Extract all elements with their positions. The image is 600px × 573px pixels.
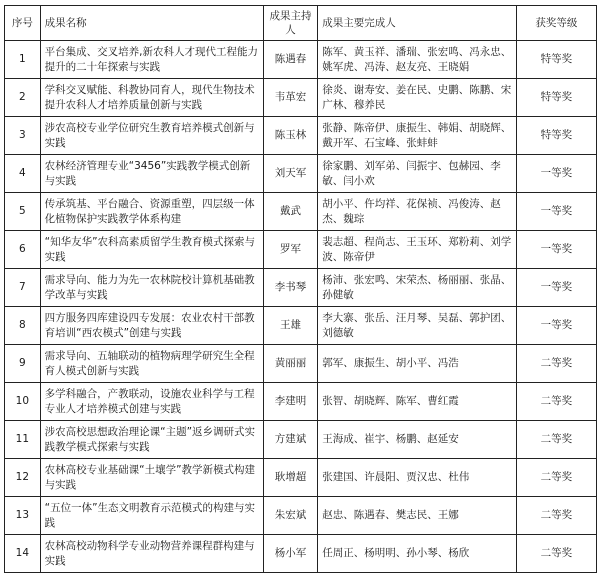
header-no: 序号 xyxy=(5,6,41,41)
row-name: 传承筑基、平台融合、资源重塑，四层级一体化植物保护实践教学体系构建 xyxy=(40,193,263,231)
row-host: 方建斌 xyxy=(263,421,318,459)
row-members: 郭军、康振生、胡小平、冯浩 xyxy=(318,345,516,383)
row-name: 四方服务四库建设四专发展：农业农村干部教育培训“西农模式”创建与实践 xyxy=(40,307,263,345)
row-award: 二等奖 xyxy=(516,383,596,421)
row-award: 特等奖 xyxy=(516,79,596,117)
row-members: 王海成、崔宇、杨鹏、赵延安 xyxy=(318,421,516,459)
table-row xyxy=(5,79,597,117)
table-row xyxy=(5,497,597,535)
row-no: 1 xyxy=(5,41,41,79)
row-award: 二等奖 xyxy=(516,421,596,459)
row-host: 王雄 xyxy=(263,307,318,345)
row-no: 12 xyxy=(5,459,41,497)
row-name: 农林高校专业基础课“土壤学”教学新模式构建与实践 xyxy=(40,459,263,497)
row-host: 戴武 xyxy=(263,193,318,231)
row-no: 14 xyxy=(5,535,41,573)
row-award: 二等奖 xyxy=(516,345,596,383)
row-award: 特等奖 xyxy=(516,41,596,79)
row-members: 裴志超、程尚志、王玉环、郑粉莉、刘学波、陈帝伊 xyxy=(318,231,516,269)
table-row xyxy=(5,383,597,421)
table-row xyxy=(5,193,597,231)
row-award: 一等奖 xyxy=(516,193,596,231)
header-host: 成果主持人 xyxy=(263,6,318,41)
row-no: 11 xyxy=(5,421,41,459)
row-host: 刘天军 xyxy=(263,155,318,193)
row-name: 需求导向、能力为先一农林院校计算机基础教学改革与实践 xyxy=(40,269,263,307)
row-members: 赵忠、陈遇春、樊志民、王娜 xyxy=(318,497,516,535)
row-members: 张智、胡晓辉、陈军、曹红霞 xyxy=(318,383,516,421)
table-row xyxy=(5,459,597,497)
row-host: 朱宏斌 xyxy=(263,497,318,535)
row-award: 一等奖 xyxy=(516,231,596,269)
header-award: 获奖等级 xyxy=(516,6,596,41)
row-name: “知华友华”农科高素质留学生教育模式探索与实践 xyxy=(40,231,263,269)
row-award: 二等奖 xyxy=(516,497,596,535)
table-row xyxy=(5,269,597,307)
table-header-row xyxy=(5,6,597,41)
row-no: 9 xyxy=(5,345,41,383)
awards-table xyxy=(4,5,597,573)
row-members: 任周正、杨明明、孙小琴、杨欣 xyxy=(318,535,516,573)
row-members: 张建国、许晨阳、贾汉忠、杜伟 xyxy=(318,459,516,497)
row-members: 胡小平、仵均祥、花保祯、冯俊涛、赵杰、魏琮 xyxy=(318,193,516,231)
row-host: 罗军 xyxy=(263,231,318,269)
row-host: 耿增超 xyxy=(263,459,318,497)
row-members: 张静、陈帝伊、康振生、韩娟、胡晓辉、戴开军、石宝峰、张蚌蚌 xyxy=(318,117,516,155)
header-members: 成果主要完成人 xyxy=(318,6,516,41)
row-no: 3 xyxy=(5,117,41,155)
header-name: 成果名称 xyxy=(40,6,263,41)
row-no: 8 xyxy=(5,307,41,345)
table-row xyxy=(5,117,597,155)
row-name: 学科交叉赋能、科教协同育人，现代生物技术提升农科人才培养质量创新与实践 xyxy=(40,79,263,117)
row-no: 2 xyxy=(5,79,41,117)
row-host: 李建明 xyxy=(263,383,318,421)
row-no: 6 xyxy=(5,231,41,269)
row-award: 二等奖 xyxy=(516,535,596,573)
row-members: 徐家鹏、刘军弟、闫振宇、包赫园、李敏、闫小欢 xyxy=(318,155,516,193)
row-award: 二等奖 xyxy=(516,459,596,497)
row-no: 5 xyxy=(5,193,41,231)
row-host: 李书琴 xyxy=(263,269,318,307)
table-row xyxy=(5,307,597,345)
row-award: 特等奖 xyxy=(516,117,596,155)
row-no: 10 xyxy=(5,383,41,421)
row-members: 徐炎、谢寿安、姜在民、史鹏、陈鹏、宋广林、穆养民 xyxy=(318,79,516,117)
row-award: 一等奖 xyxy=(516,155,596,193)
row-name: 平台集成、交叉培养,新农科人才现代工程能力提升的二十年探索与实践 xyxy=(40,41,263,79)
table-row xyxy=(5,421,597,459)
row-award: 一等奖 xyxy=(516,307,596,345)
table-row xyxy=(5,155,597,193)
row-name: 涉农高校专业学位研究生教育培养模式创新与实践 xyxy=(40,117,263,155)
row-name: 农林经济管理专业“3456”实践教学模式创新与实践 xyxy=(40,155,263,193)
row-no: 4 xyxy=(5,155,41,193)
row-host: 陈玉林 xyxy=(263,117,318,155)
row-name: 涉农高校思想政治理论课“主题”返乡调研式实践教学模式探索与实践 xyxy=(40,421,263,459)
row-host: 黄丽丽 xyxy=(263,345,318,383)
row-name: “五位一体”生态文明教育示范模式的构建与实践 xyxy=(40,497,263,535)
row-award: 一等奖 xyxy=(516,269,596,307)
row-members: 陈军、黄玉祥、潘瑞、张宏鸣、冯永忠、姚军虎、冯涛、赵友亮、王晓娟 xyxy=(318,41,516,79)
row-host: 韦革宏 xyxy=(263,79,318,117)
row-host: 杨小军 xyxy=(263,535,318,573)
row-no: 13 xyxy=(5,497,41,535)
row-host: 陈遇春 xyxy=(263,41,318,79)
row-name: 农林高校动物科学专业动物营养课程群构建与实践 xyxy=(40,535,263,573)
row-no: 7 xyxy=(5,269,41,307)
table-row xyxy=(5,231,597,269)
table-row xyxy=(5,535,597,573)
table-row xyxy=(5,345,597,383)
table-row xyxy=(5,41,597,79)
row-members: 李大寨、张岳、汪月琴、吴磊、郭护团、刘德敏 xyxy=(318,307,516,345)
row-name: 需求导向、五轴联动的植物病理学研究生全程育人模式创新与实践 xyxy=(40,345,263,383)
row-members: 杨沛、张宏鸣、宋荣杰、杨丽丽、张晶、孙健敏 xyxy=(318,269,516,307)
row-name: 多学科融合，产教联动，设施农业科学与工程专业人才培养模式创建与实践 xyxy=(40,383,263,421)
